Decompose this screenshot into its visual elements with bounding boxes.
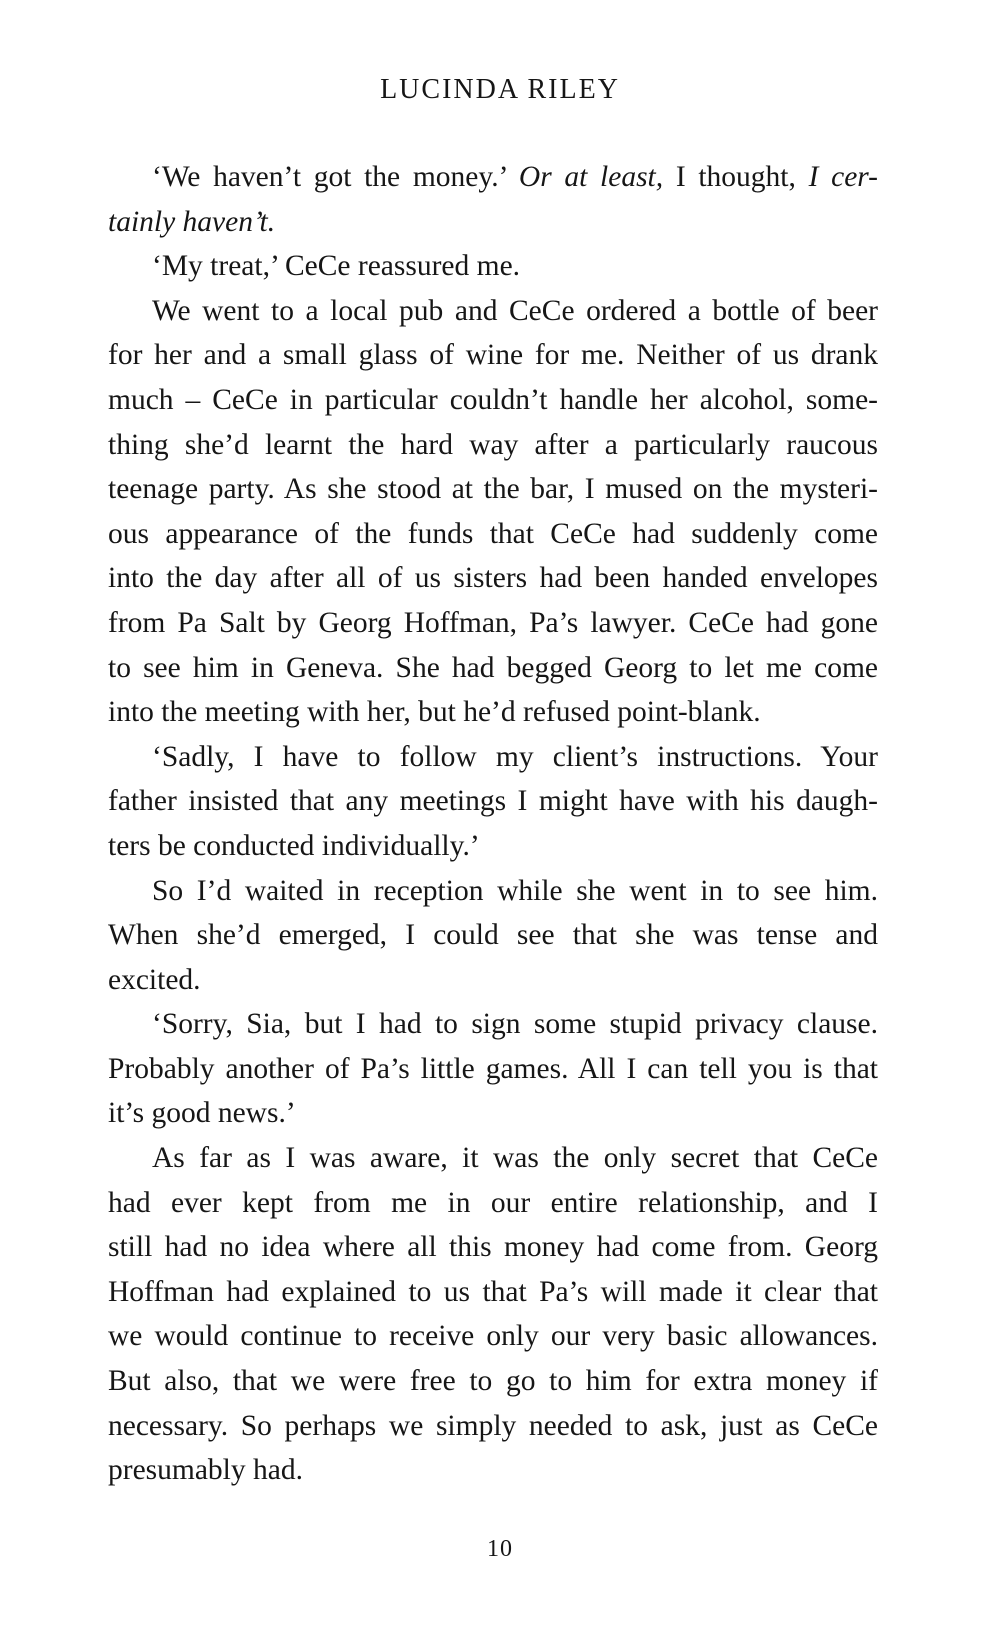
paragraph-line	[108, 646, 878, 691]
paragraph-line	[108, 690, 878, 735]
text-run: presumably had.	[108, 1454, 303, 1487]
text-run: still had no idea where all this money had come from. Georg	[108, 1231, 878, 1264]
text-run: thing she’d learnt the hard way after a particularly raucous	[108, 428, 878, 461]
paragraph-line	[108, 378, 878, 423]
paragraph-line	[108, 913, 878, 958]
paragraph-first-line	[108, 869, 878, 914]
paragraph-first-line	[108, 735, 878, 780]
text-run: father insisted that any meetings I might have with his daugh-	[108, 785, 878, 818]
paragraph-first-line	[108, 244, 878, 289]
text-run: teenage party. As she stood at the bar, I mused on the mysteri-	[108, 473, 878, 506]
text-run: When she’d emerged, I could see that she was tense and	[108, 919, 878, 952]
text-run: ‘We haven’t got the money.’	[152, 161, 519, 193]
text-run: into the meeting with her, but he’d refused point-blank.	[108, 696, 761, 729]
paragraph-line	[108, 1314, 878, 1359]
paragraph-line	[108, 512, 878, 557]
text-run: from Pa Salt by Georg Hoffman, Pa’s lawyer. CeCe had gone	[108, 606, 878, 639]
italic-text: I cer-	[808, 161, 878, 193]
paragraph-line	[108, 1359, 878, 1404]
paragraph-line	[108, 1047, 878, 1092]
text-run: we would continue to receive only our very basic allowances.	[108, 1320, 878, 1353]
text-run: As far as I was aware, it was the only secret that CeCe	[152, 1142, 878, 1175]
text-run: to see him in Geneva. She had begged Georg to let me come	[108, 651, 878, 684]
text-run: excited.	[108, 963, 201, 996]
paragraph-line	[108, 1091, 878, 1136]
paragraph-line	[108, 556, 878, 601]
paragraph-line	[108, 1404, 878, 1449]
paragraph-line	[108, 1181, 878, 1226]
italic-text: tainly haven’t.	[108, 205, 276, 238]
paragraph-first-line	[108, 1002, 878, 1047]
paragraph-line	[108, 824, 878, 869]
text-run: necessary. So perhaps we simply needed to ask, just as CeCe	[108, 1409, 878, 1442]
paragraph-line	[108, 200, 878, 245]
text-run: We went to a local pub and CeCe ordered a bottle of beer	[152, 294, 878, 327]
text-run: for her and a small glass of wine for me. Neither of us drank	[108, 339, 878, 372]
paragraph-first-line	[108, 1136, 878, 1181]
paragraph-line	[108, 1448, 878, 1493]
paragraph-line	[108, 601, 878, 646]
text-run: Hoffman had explained to us that Pa’s will made it clear that	[108, 1275, 878, 1308]
paragraph-line	[108, 333, 878, 378]
text-run: had ever kept from me in our entire relationship, and I	[108, 1186, 878, 1219]
text-run: ‘Sadly, I have to follow my client’s instructions. Your	[152, 740, 878, 773]
paragraph-line	[108, 1225, 878, 1270]
running-head: LUCINDA RILEY	[380, 74, 620, 105]
italic-text: Or at least,	[518, 161, 664, 193]
text-run: ous appearance of the funds that CeCe had suddenly come	[108, 517, 878, 550]
text-run: Probably another of Pa’s little games. All I can tell you is that	[108, 1052, 878, 1085]
text-run: ‘Sorry, Sia, but I had to sign some stupid privacy clause.	[152, 1008, 878, 1041]
paragraph-line	[108, 958, 878, 1003]
paragraph-line	[108, 1270, 878, 1315]
paragraph-line	[108, 779, 878, 824]
page-number: 10	[487, 1536, 513, 1562]
text-run: ters be conducted individually.’	[108, 829, 480, 862]
text-run: into the day after all of us sisters had been handed envelopes	[108, 562, 878, 595]
paragraph-first-line	[108, 155, 878, 200]
text-run: So I’d waited in reception while she went in to see him.	[152, 874, 878, 907]
paragraph-first-line	[108, 289, 878, 334]
body-text	[108, 155, 878, 1493]
text-run: much – CeCe in particular couldn’t handle her alcohol, some-	[108, 383, 878, 416]
text-run: it’s good news.’	[108, 1097, 296, 1130]
paragraph-line	[108, 467, 878, 512]
text-run: I thought,	[663, 161, 809, 193]
paragraph-line	[108, 423, 878, 468]
text-run: But also, that we were free to go to him for extra money if	[108, 1365, 878, 1398]
text-run: ‘My treat,’ CeCe reassured me.	[152, 250, 521, 283]
